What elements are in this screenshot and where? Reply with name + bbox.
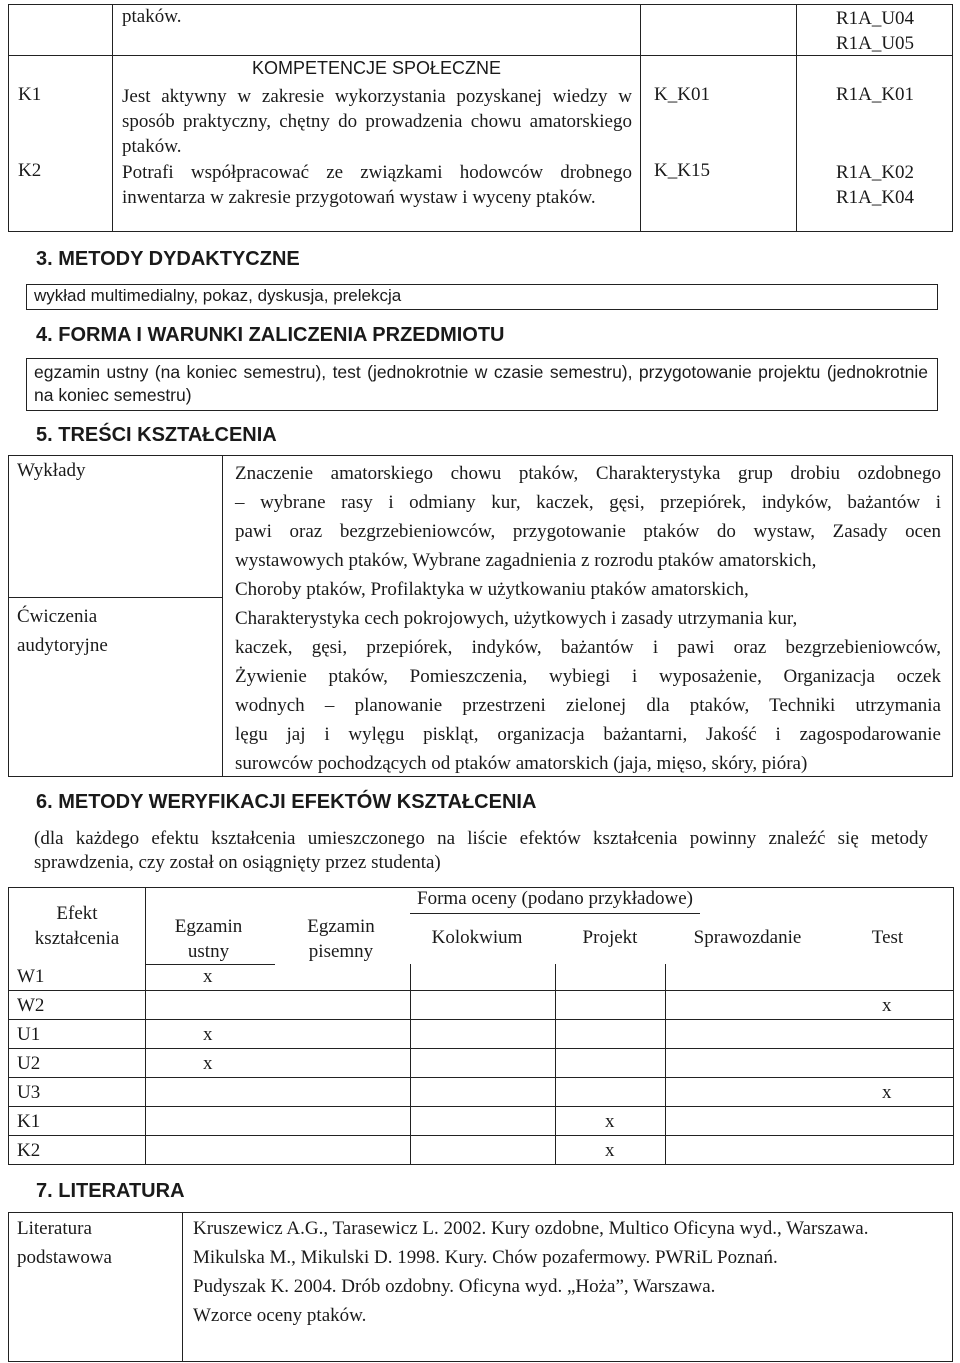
competence-description-text: Jest aktywny w zakresie wykorzystania pozyskanej wiedzy w sposób praktyczny, chętny do prowadzenia chowu amatorskiego ptaków. [122, 86, 632, 157]
column-header-report: Sprawozdanie [693, 927, 802, 948]
literature-label [17, 1214, 112, 1272]
section-4-content: egzamin ustny (na koniec semestru), test (jednokrotnie w czasie semestru), przygotowanie projektu (jednokrotnie na koniec semestru) [34, 362, 928, 405]
assessment-mark: x [882, 995, 892, 1016]
top-row-refs [797, 6, 953, 56]
effect-code: U2 [17, 1053, 41, 1074]
content-line: wystawowych ptaków, Wybrane zagadnienia z rozrodu ptaków amatorskich, [235, 550, 817, 571]
content-line: Znaczenie amatorskiego chowu ptaków, Charakterystyka grup drobiu ozdobnego [235, 463, 941, 484]
section-4-title: 4. FORMA I WARUNKI ZALICZENIA PRZEDMIOTU [36, 324, 505, 346]
assessment-mark: x [203, 1024, 213, 1045]
effect-header-line: Efekt [56, 903, 98, 924]
assessment-group-header: Forma oceny (podano przykładowe) [417, 888, 693, 909]
literature-label-line: Literatura [17, 1218, 92, 1239]
effect-code: K1 [17, 1111, 41, 1132]
content-line: Charakterystyka cech pokrojowych, użytkowych i zasady utrzymania kur, [235, 608, 798, 629]
ref-code: R1A_U05 [835, 33, 915, 54]
column-header-test: Test [871, 927, 904, 948]
section-7-title: 7. LITERATURA [36, 1180, 185, 1202]
kierunkowy-code: K_K01 [654, 84, 710, 105]
ref-code: R1A_K04 [835, 187, 915, 208]
effect-code: W1 [17, 966, 45, 987]
exercises-label-line: Ćwiczenia [17, 606, 98, 627]
column-header-line: pisemny [308, 941, 374, 962]
kierunkowy-code: K_K15 [654, 160, 710, 181]
content-line: lęgu jaj i wylęgu piskląt, organizacja bażantarni, Jakość i zagospodarowanie [235, 724, 941, 745]
effect-code: W2 [17, 995, 45, 1016]
assessment-mark: x [605, 1140, 615, 1161]
competence-description [122, 84, 632, 159]
literature-entry: Kruszewicz A.G., Tarasewicz L. 2002. Kury ozdobne, Multico Oficyna wyd., Warszawa. [193, 1218, 869, 1239]
column-header-oral-exam [146, 914, 271, 964]
content-text [235, 459, 941, 778]
competence-description-text: Potrafi współpracować ze związkami hodowców drobnego inwentarza w zakresie przygotowań wystaw i wyceny ptaków. [122, 162, 632, 208]
effect-code: U3 [17, 1082, 41, 1103]
section-3-title: 3. METODY DYDAKTYCZNE [36, 248, 300, 270]
literature-entry: Mikulska M., Mikulski D. 1998. Kury. Chów pozafermowy. PWRiL Poznań. [193, 1247, 778, 1268]
exercises-label-line: audytoryjne [17, 635, 108, 656]
ref-code: R1A_U04 [835, 8, 915, 29]
competence-description [122, 160, 632, 210]
section-6-title: 6. METODY WERYFIKACJI EFEKTÓW KSZTAŁCENIA [36, 791, 537, 813]
column-header-line: Egzamin [174, 916, 243, 937]
exercises-label [17, 602, 108, 660]
content-line: pawi oraz bezgrzebieniowców, przygotowanie ptaków do wystaw, Zasady ocen [235, 521, 941, 542]
effect-code: K2 [17, 1140, 41, 1161]
column-header-colloquium: Kolokwium [431, 927, 523, 948]
column-header-line: Egzamin [307, 916, 375, 937]
content-line: kaczek, gęsi, przepiórek, indyków, bażantów i pawi oraz bezgrzebieniowców, [235, 637, 941, 658]
section-3-content: wykład multimedialny, pokaz, dyskusja, prelekcja [34, 286, 402, 305]
literature-list [193, 1214, 941, 1330]
top-row-description: ptaków. [122, 6, 182, 27]
content-line: Żywienie ptaków, Pomieszczenia, wybiegi i wyposażenie, Organizacja oczek [235, 666, 941, 687]
column-header-written-exam [276, 914, 406, 964]
assessment-mark: x [203, 1053, 213, 1074]
content-line: surowców pochodzących od ptaków amatorskich (jaja, mięso, skóry, pióra) [235, 753, 808, 774]
effect-code: U1 [17, 1024, 41, 1045]
effect-header-line: kształcenia [34, 928, 120, 949]
content-line: – wybrane rasy i odmiany kur, kaczek, gęsi, przepiórek, indyków, bażantów i [235, 492, 941, 513]
effect-header [9, 901, 145, 951]
column-header-line: ustny [187, 941, 230, 962]
ref-code: R1A_K01 [835, 84, 915, 105]
content-line: Choroby ptaków, Profilaktyka w użytkowaniu ptaków amatorskich, [235, 579, 749, 600]
assessment-mark: x [882, 1082, 892, 1103]
literature-label-line: podstawowa [17, 1247, 112, 1268]
content-line: wodnych – planowanie przestrzeni zielonej dla ptaków, Techniki utrzymania [235, 695, 941, 716]
competence-code: K2 [18, 160, 42, 181]
ref-code: R1A_K02 [835, 162, 915, 183]
ref-codes [797, 160, 953, 210]
column-header-project: Projekt [582, 927, 638, 948]
competence-code: K1 [18, 84, 42, 105]
assessment-mark: x [605, 1111, 615, 1132]
lectures-label: Wykłady [17, 460, 86, 481]
section-5-title: 5. TREŚCI KSZTAŁCENIA [36, 424, 277, 446]
competence-section-title: KOMPETENCJE SPOŁECZNE [251, 58, 502, 78]
literature-entry: Pudyszak K. 2004. Drób ozdobny. Oficyna wyd. „Hoża”, Warszawa. [193, 1276, 716, 1297]
literature-entry: Wzorce oceny ptaków. [193, 1305, 367, 1326]
section-6-note: (dla każdego efektu kształcenia umieszczonego na liście efektów kształcenia powinny znaleźć się metody sprawdzenia, czy został on osiągnięty przez studenta) [34, 828, 928, 873]
assessment-mark: x [203, 966, 213, 987]
